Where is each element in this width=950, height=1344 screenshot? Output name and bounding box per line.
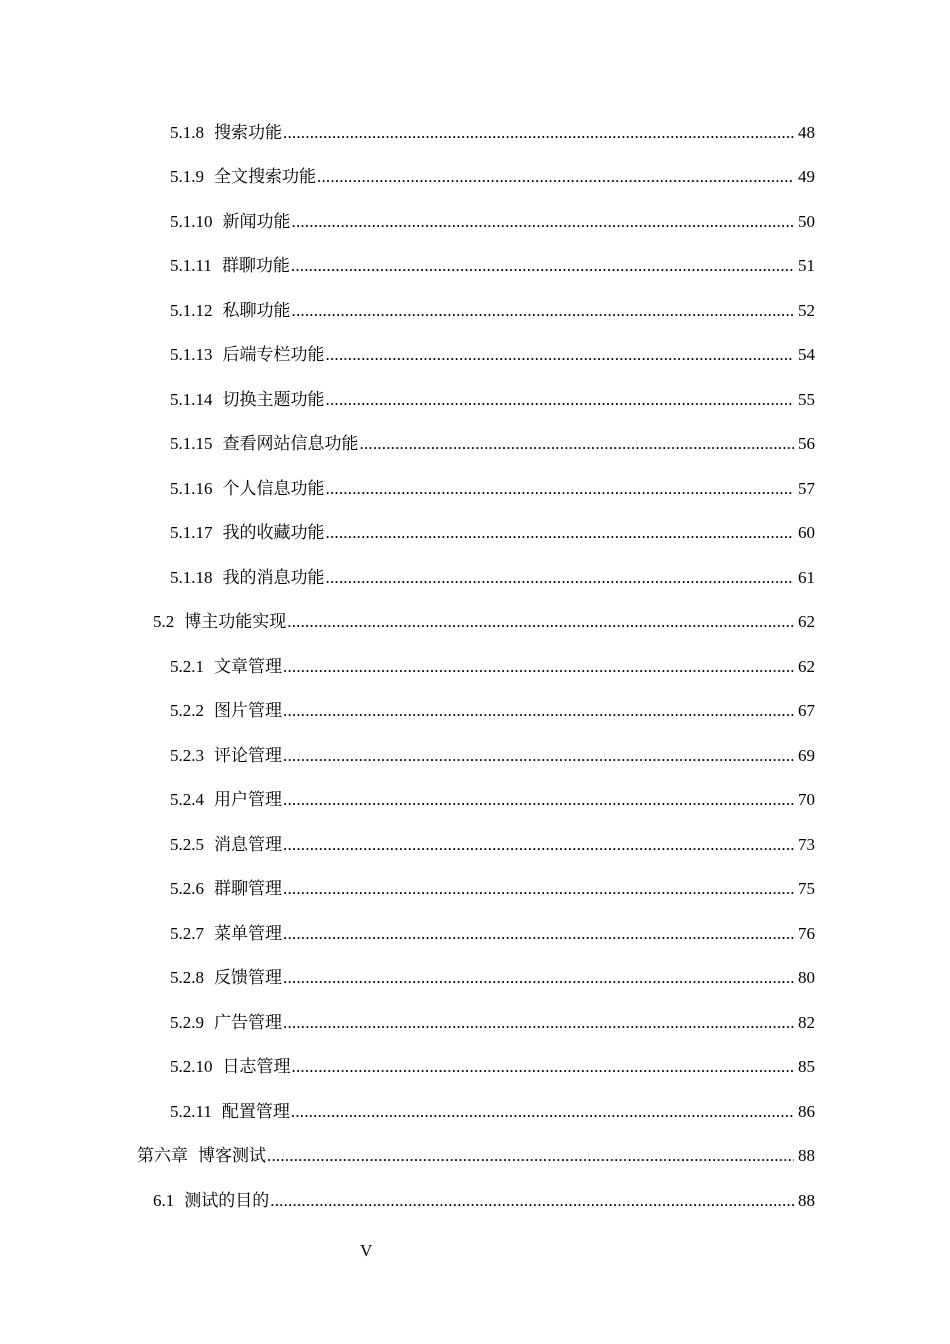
toc-entry[interactable]: [0, 766, 950, 811]
toc-dot-leader: [283, 746, 794, 766]
toc-entry-page: 52: [798, 300, 815, 320]
toc-dot-leader: [283, 835, 794, 855]
toc-entry-number: 5.1.15: [170, 434, 213, 453]
toc-dot-leader: [283, 123, 794, 143]
toc-entry[interactable]: [0, 899, 950, 944]
toc-entry-page: 49: [798, 167, 815, 186]
toc-entry-text: [170, 657, 282, 677]
toc-entry-page: 73: [798, 834, 815, 854]
toc-entry-page: 76: [798, 923, 815, 943]
toc-entry-number: 5.2.7: [170, 923, 204, 943]
toc-dot-leader: [283, 701, 794, 721]
toc-entry-page: 62: [798, 612, 815, 631]
toc-entry-title: 图片管理: [214, 701, 282, 720]
toc-entry[interactable]: [0, 499, 950, 544]
toc-dot-leader: [326, 390, 795, 410]
toc-entry-title: 测试的目的: [184, 1190, 270, 1210]
toc-entry[interactable]: [0, 721, 950, 766]
toc-entry-text: [170, 835, 282, 855]
toc-entry-number: 5.1.13: [170, 345, 213, 364]
toc-dot-leader: [291, 1102, 794, 1122]
toc-entry-number: 5.2.6: [170, 879, 204, 898]
toc-entry-text: [170, 701, 282, 721]
toc-entry[interactable]: [0, 588, 950, 633]
toc-dot-leader: [292, 301, 795, 321]
toc-entry-page: 69: [798, 745, 815, 765]
toc-entry-text: [170, 256, 290, 276]
toc-entry-text: [170, 1102, 290, 1122]
toc-entry-number: 5.2.11: [170, 1101, 212, 1121]
toc-entry-text: [153, 1191, 269, 1211]
toc-entry-title: 后端专栏功能: [222, 345, 325, 364]
toc-entry-title: 切换主题功能: [222, 389, 325, 409]
toc-entry-page: 54: [798, 345, 815, 364]
toc-entry[interactable]: [0, 454, 950, 499]
toc-entry-text: [170, 879, 282, 899]
toc-entry[interactable]: [0, 232, 950, 277]
toc-dot-leader: [283, 879, 794, 899]
toc-entry-number: 5.2.5: [170, 834, 204, 854]
toc-entry-number: 5.1.11: [170, 256, 212, 275]
toc-entry-number: 5.2.2: [170, 701, 204, 720]
toc-entry-page: 60: [798, 523, 815, 542]
toc-entry-number: 5.1.12: [170, 300, 213, 320]
toc-entry-title: 博主功能实现: [184, 612, 287, 631]
toc-dot-leader: [287, 612, 794, 632]
toc-entry-number: 5.2: [153, 612, 175, 631]
toc-entry-number: 5.1.17: [170, 523, 213, 542]
toc-entry[interactable]: [0, 321, 950, 366]
toc-entry-title: 我的消息功能: [222, 567, 325, 587]
toc-dot-leader: [326, 568, 795, 588]
toc-entry-title: 评论管理: [214, 745, 282, 765]
toc-entry-number: 5.1.18: [170, 567, 213, 587]
toc-entry-page: 82: [798, 1012, 815, 1032]
toc-entry[interactable]: [0, 98, 950, 143]
toc-entry[interactable]: [0, 1166, 950, 1211]
toc-entry-text: [170, 746, 282, 766]
toc-entry-title: 新闻功能: [222, 211, 291, 231]
toc-entry-page: 61: [798, 567, 815, 587]
toc-dot-leader: [360, 434, 795, 454]
toc-entry-number: 5.2.3: [170, 745, 204, 765]
toc-entry-page: 56: [798, 434, 815, 453]
toc-entry-number: 5.1.9: [170, 167, 204, 186]
toc-entry-number: 5.2.10: [170, 1057, 213, 1076]
toc-entry-title: 用户管理: [214, 790, 282, 809]
toc-entry-page: 85: [798, 1057, 815, 1076]
toc-entry-text: [170, 968, 282, 988]
page-number: V: [360, 1241, 373, 1260]
toc-dot-leader: [292, 1057, 795, 1077]
toc-entry-number: 5.1.16: [170, 478, 213, 498]
toc-entry[interactable]: [0, 944, 950, 989]
table-of-contents: [0, 98, 950, 1211]
toc-entry[interactable]: [0, 1122, 950, 1167]
toc-entry-number: 5.2.8: [170, 968, 204, 987]
toc-dot-leader: [292, 212, 795, 232]
toc-entry-text: [170, 1057, 291, 1077]
toc-entry-text: [170, 123, 282, 143]
toc-entry-text: [170, 479, 325, 499]
toc-entry-number: 5.1.10: [170, 211, 213, 231]
toc-entry-title: 文章管理: [214, 656, 282, 676]
toc-dot-leader: [326, 523, 795, 543]
toc-entry[interactable]: [0, 365, 950, 410]
toc-entry-page: 75: [798, 879, 815, 898]
toc-entry[interactable]: [0, 410, 950, 455]
toc-entry-page: 50: [798, 211, 815, 231]
toc-entry-number: 6.1: [153, 1190, 175, 1210]
toc-entry-title: 群聊功能: [221, 256, 290, 275]
toc-entry-title: 搜索功能: [214, 122, 282, 142]
toc-entry-number: 5.2.4: [170, 790, 204, 809]
toc-entry-text: [170, 390, 325, 410]
toc-dot-leader: [283, 657, 794, 677]
toc-dot-leader: [326, 345, 795, 365]
toc-entry-text: [170, 167, 316, 187]
toc-entry[interactable]: [0, 1077, 950, 1122]
toc-entry-text: [170, 924, 282, 944]
toc-dot-leader: [291, 256, 794, 276]
toc-entry-page: 57: [798, 478, 815, 498]
toc-entry-title: 博客测试: [198, 1146, 266, 1165]
toc-dot-leader: [326, 479, 795, 499]
toc-entry-text: [137, 1146, 266, 1166]
toc-entry[interactable]: [0, 543, 950, 588]
toc-entry-page: 62: [798, 656, 815, 676]
toc-entry[interactable]: [0, 677, 950, 722]
toc-entry-text: [170, 1013, 282, 1033]
toc-entry-page: 88: [798, 1146, 815, 1165]
toc-entry-title: 个人信息功能: [222, 478, 325, 498]
toc-entry-page: 55: [798, 389, 815, 409]
toc-entry-title: 广告管理: [214, 1012, 282, 1032]
toc-entry-title: 菜单管理: [214, 923, 282, 943]
toc-entry[interactable]: [0, 988, 950, 1033]
toc-entry-page: 88: [798, 1190, 815, 1210]
toc-entry-title: 日志管理: [222, 1057, 291, 1076]
toc-entry-page: 51: [798, 256, 815, 275]
toc-entry-text: [170, 568, 325, 588]
toc-dot-leader: [283, 1013, 794, 1033]
toc-entry-title: 全文搜索功能: [214, 167, 316, 186]
toc-entry[interactable]: [0, 1033, 950, 1078]
toc-entry-title: 群聊管理: [214, 879, 282, 898]
toc-dot-leader: [317, 167, 794, 187]
toc-entry[interactable]: [0, 855, 950, 900]
page-footer: [360, 1241, 372, 1261]
toc-entry-text: [170, 790, 282, 810]
toc-entry-title: 配置管理: [221, 1101, 290, 1121]
toc-entry-page: 86: [798, 1101, 815, 1121]
toc-entry-text: [153, 612, 286, 632]
toc-entry-text: [170, 212, 291, 232]
toc-entry[interactable]: [0, 143, 950, 188]
toc-dot-leader: [283, 968, 794, 988]
toc-entry-text: [170, 301, 291, 321]
toc-dot-leader: [267, 1146, 794, 1166]
toc-entry-page: 70: [798, 790, 815, 809]
toc-entry-title: 我的收藏功能: [222, 523, 325, 542]
toc-entry-title: 反馈管理: [214, 968, 282, 987]
toc-dot-leader: [270, 1191, 794, 1211]
toc-entry[interactable]: [0, 810, 950, 855]
toc-entry-title: 消息管理: [214, 834, 282, 854]
toc-entry-number: 5.1.14: [170, 389, 213, 409]
toc-entry[interactable]: [0, 632, 950, 677]
toc-entry-page: 67: [798, 701, 815, 720]
toc-entry[interactable]: [0, 276, 950, 321]
toc-entry-title: 私聊功能: [222, 300, 291, 320]
toc-dot-leader: [283, 790, 794, 810]
toc-entry-number: 5.2.1: [170, 656, 204, 676]
toc-dot-leader: [283, 924, 794, 944]
toc-entry-page: 48: [798, 122, 815, 142]
toc-entry[interactable]: [0, 187, 950, 232]
toc-entry-number: 5.1.8: [170, 122, 204, 142]
toc-entry-page: 80: [798, 968, 815, 987]
toc-entry-title: 查看网站信息功能: [222, 434, 359, 453]
toc-entry-number: 第六章: [137, 1146, 188, 1165]
toc-entry-text: [170, 345, 325, 365]
toc-entry-text: [170, 523, 325, 543]
toc-entry-text: [170, 434, 359, 454]
toc-entry-number: 5.2.9: [170, 1012, 204, 1032]
